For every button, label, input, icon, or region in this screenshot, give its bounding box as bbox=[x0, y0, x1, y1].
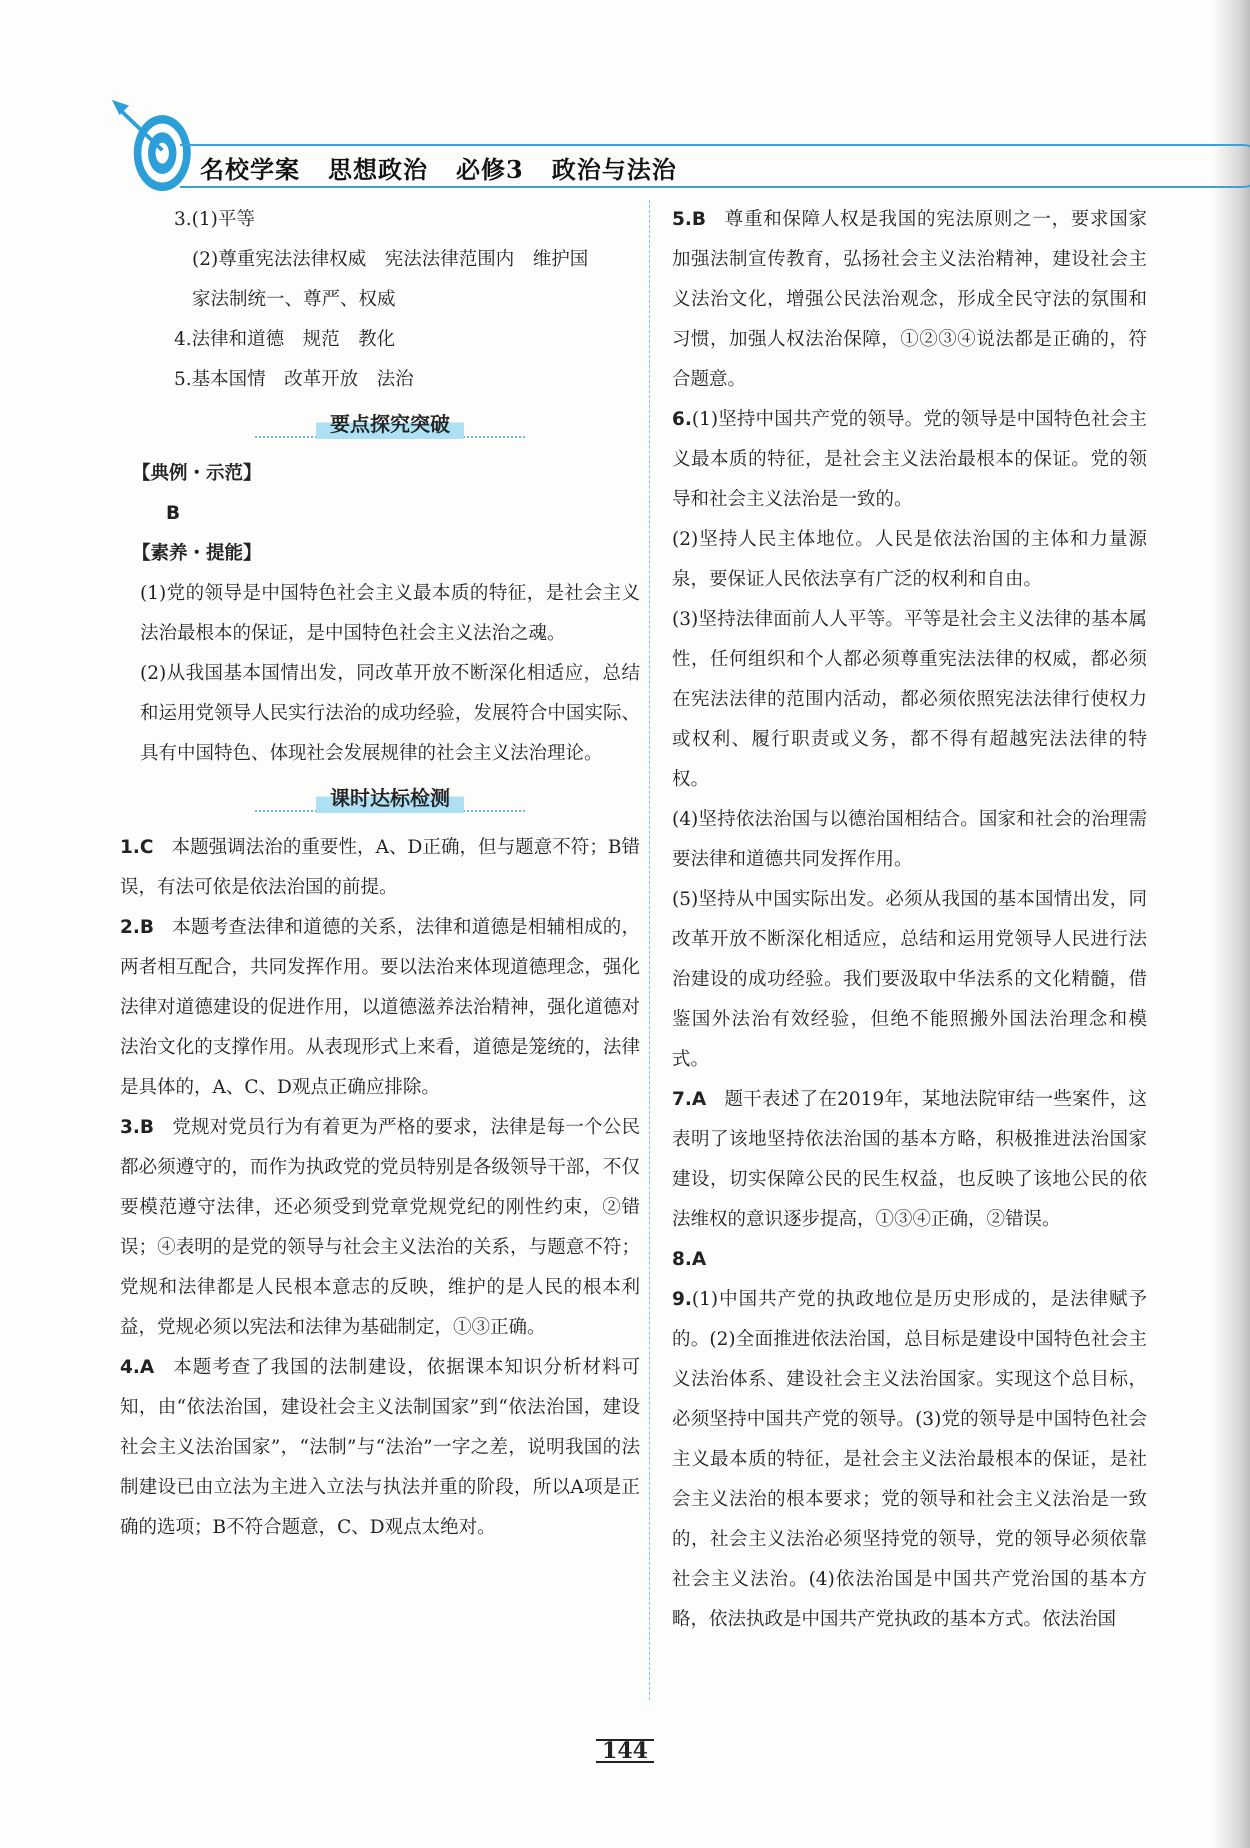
page-edge-shadow bbox=[1212, 0, 1250, 1848]
question-number: 5. bbox=[672, 209, 692, 230]
question-explanation: 本题强调法治的重要性，A、D正确，但与题意不符；B错误，有法可依是依法治国的前提。 bbox=[120, 837, 640, 898]
question-answer: B bbox=[139, 917, 155, 938]
question-6-part-4: (4)坚持依法治国与以德治国相结合。国家和社会的治理需要法律和道德共同发挥作用。 bbox=[672, 809, 1147, 870]
question-explanation: 本题考查了我国的法制建设，依据课本知识分析材料可知，由“依法治国，建设社会主义法制国家”到“依法治国，建设社会主义法治国家”，“法制”与“法治”一字之差，说明我国的法制建设已由立法为主进入立法与执法并重的阶段，所以A项是正确的选项；B不符合题意，C、D观点太绝对。 bbox=[120, 1357, 640, 1538]
question-explanation: 本题考查法律和道德的关系，法律和道德是相辅相成的，两者相互配合，共同发挥作用。要以法治来体现道德理念，强化法律对道德建设的促进作用，以道德滋养法治精神，强化道德对法治文化的支撑作用。从表现形式上来看，道德是笼统的，法律是具体的，A、C、D观点正确应排除。 bbox=[120, 917, 640, 1098]
question-explanation: (1)中国共产党的执政地位是历史形成的，是法律赋予的。(2)全面推进依法治国，总目标是建设中国特色社会主义法治体系、建设社会主义法治国家。实现这个总目标，必须坚持中国共产党的领导。(3)党的领导是中国特色社会主义最本质的特征，是社会主义法治最根本的保证，是社会主义法治的根本要求；党的领导和社会主义法治是一致的，社会主义法治必须坚持党的领导，党的领导必须依靠社会主义法治。(4)依法治国是中国共产党治国的基本方略，依法执政是中国共产党执政的基本方式。依法治国 bbox=[672, 1289, 1147, 1630]
question-4 bbox=[120, 1348, 640, 1548]
item-3-head: 3.(1)平等 bbox=[174, 209, 255, 230]
header-title bbox=[200, 150, 705, 185]
series-name: 名校学案 bbox=[200, 155, 300, 184]
page-header bbox=[100, 78, 1170, 198]
question-6-part-5: (5)坚持从中国实际出发。必须从我国的基本国情出发，同改革开放不断深化相适应，总结和运用党领导人民进行法治建设的成功经验。我们要汲取中华法系的文化精髓，借鉴国外法治有效经验，但绝不能照搬外国法治理念和模式。 bbox=[672, 889, 1147, 1070]
subject-name: 思想政治 bbox=[328, 155, 428, 184]
question-6-part-2: (2)坚持人民主体地位。人民是依法治国的主体和力量源泉，要保证人民依法享有广泛的权利和自由。 bbox=[672, 529, 1147, 590]
item-5: 5.基本国情 改革开放 法治 bbox=[174, 369, 414, 390]
question-number: 3. bbox=[120, 1117, 140, 1138]
question-6-part-1 bbox=[672, 400, 1147, 520]
question-number: 8. bbox=[672, 1249, 692, 1270]
ability-paragraph-2: (2)从我国基本国情出发，同改革开放不断深化相适应，总结和运用党领导人民实行法治的成功经验，发展符合中国实际、具有中国特色、体现社会发展规律的社会主义法治理论。 bbox=[140, 663, 640, 764]
question-1 bbox=[120, 828, 640, 908]
question-7 bbox=[672, 1080, 1147, 1240]
question-number: 4. bbox=[120, 1357, 140, 1378]
question-explanation: (1)坚持中国共产党的领导。党的领导是中国特色社会主义最本质的特征，是社会主义法治最根本的保证。党的领导和社会主义法治是一致的。 bbox=[672, 409, 1147, 510]
question-answer: B bbox=[139, 1117, 155, 1138]
question-explanation: 党规对党员行为有着更为严格的要求，法律是每一个公民都必须遵守的，而作为执政党的党员特别是各级领导干部，不仅要模范遵守法律，还必须受到党章党规党纪的刚性约束，②错误；④表明的是党的领导与社会主义法治的关系，与题意不符；党规和法律都是人民根本意志的反映，维护的是人民的根本利益，党规必须以宪法和法律为基础制定，①③正确。 bbox=[120, 1117, 640, 1338]
item-3-sub-2a: (2)尊重宪法法律权威 宪法法律范围内 维护国 bbox=[192, 249, 589, 270]
question-8 bbox=[672, 1240, 1147, 1280]
question-number: 1. bbox=[120, 837, 140, 858]
question-number: 6. bbox=[672, 409, 692, 430]
volume-name: 必修3 bbox=[456, 155, 524, 184]
example-answer: B bbox=[166, 503, 181, 524]
question-answer: B bbox=[691, 209, 707, 230]
section-heading-key-points bbox=[140, 406, 640, 452]
question-number: 7. bbox=[672, 1089, 692, 1110]
question-answer: A bbox=[691, 1089, 707, 1110]
question-explanation: 尊重和保障人权是我国的宪法原则之一，要求国家加强法制宣传教育，弘扬社会主义法治精神，建设社会主义法治文化，增强公民法治观念，形成全民守法的氛围和习惯，加强人权法治保障，①②③④说法都是正确的，符合题意。 bbox=[672, 209, 1147, 390]
question-answer: A bbox=[691, 1249, 707, 1270]
column-divider bbox=[649, 200, 650, 1700]
right-column bbox=[672, 200, 1147, 1640]
ability-paragraph-1: (1)党的领导是中国特色社会主义最本质的特征，是社会主义法治最根本的保证，是中国特色社会主义法治之魂。 bbox=[140, 583, 640, 644]
question-answer: A bbox=[139, 1357, 155, 1378]
section-heading-lesson-check bbox=[140, 780, 640, 826]
question-explanation: 题干表述了在2019年，某地法院审结一些案件，这表明了该地坚持依法治国的基本方略，积极推进法治国家建设，切实保障公民的民生权益，也反映了该地公民的依法维权的意识逐步提高，①③④正确，②错误。 bbox=[672, 1089, 1147, 1230]
question-number: 9. bbox=[672, 1289, 692, 1310]
question-answer: C bbox=[139, 837, 154, 858]
question-number: 2. bbox=[120, 917, 140, 938]
left-column bbox=[120, 200, 640, 1548]
page-number bbox=[0, 1738, 1250, 1764]
question-6-part-3: (3)坚持法律面前人人平等。平等是社会主义法律的基本属性，任何组织和个人都必须尊重宪法法律的权威，都必须在宪法法律的范围内活动，都必须依照宪法法律行使权力或权利、履行职责或义务，都不得有超越宪法法律的特权。 bbox=[672, 609, 1147, 790]
section-heading-text: 课时达标检测 bbox=[316, 783, 464, 813]
question-9 bbox=[672, 1280, 1147, 1640]
example-label: 【典例・示范】 bbox=[132, 463, 262, 484]
ability-label: 【素养・提能】 bbox=[132, 543, 262, 564]
section-heading-text: 要点探究突破 bbox=[316, 409, 464, 439]
item-3-sub-2b: 家法制统一、尊严、权威 bbox=[192, 289, 396, 310]
question-2 bbox=[120, 908, 640, 1108]
page-number-text: 144 bbox=[596, 1739, 654, 1763]
question-3 bbox=[120, 1108, 640, 1348]
book-name: 政治与法治 bbox=[551, 155, 677, 184]
item-4: 4.法律和道德 规范 教化 bbox=[174, 329, 396, 350]
question-5 bbox=[672, 200, 1147, 400]
